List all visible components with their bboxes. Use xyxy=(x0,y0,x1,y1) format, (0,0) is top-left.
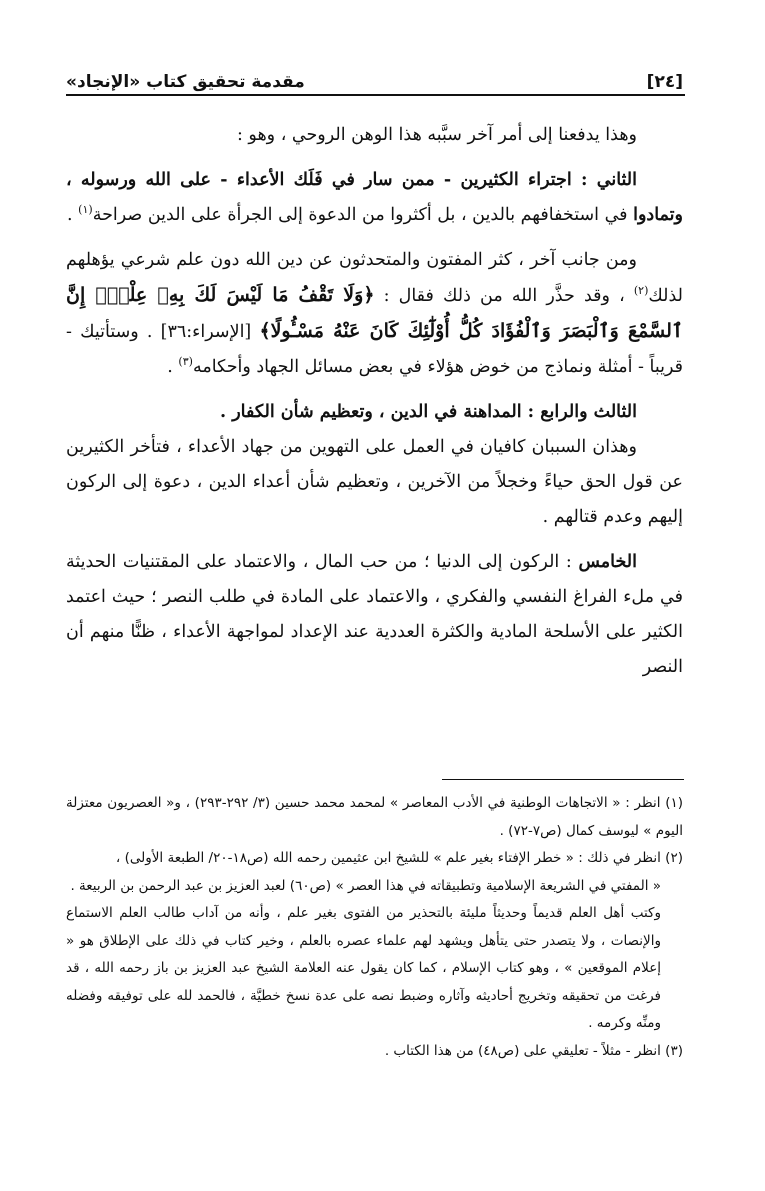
footnote-3: (٣) انظر - مثلاً - تعليقي على (ص٤٨) من هذا الكتاب . xyxy=(384,1042,683,1059)
fifth-cause-text: : الركون إلى الدنيا ؛ من حب المال ، والاعتماد على المقتنيات الحديثة في ملء الفراغ النفسي والفكري ، والاعتماد على المادة في طلب النصر ؛ حيث اعتمد الكثير على الأسلحة المادية والكثرة العددية عند الإعداد لمواجهة الأعداء ، ظنًّا منهم أن النصر xyxy=(66,552,683,677)
footnotes xyxy=(66,790,683,1065)
third-fourth-heading: الثالث والرابع : المداهنة في الدين ، وتعظيم شأن الكفار . xyxy=(220,402,637,422)
footnote-2-note: وكتب أهل العلم قديماً وحديثاً مليئة بالتحذير من الفتوى بغير علم ، وأنه من آداب طالب العلم الاستماع والإنصات ، ولا يتصدر حتى يتأهل ويشهد لهم علماء عصره بالعلم ، وخير كتاب في ذلك على الإطلاق هو « إعلام الموقعين » ، وهو كتاب الإسلام ، كما كان يقول عنه العلامة الشيخ عبد العزيز بن باز رحمه الله ، قد فرغت من تحقيقه وتخريج أحاديثه وآثاره وضبط نصه على عدة نسخ خطيَّة ، فالحمد لله على توفيقه وفضله ومنِّه وكرمه . xyxy=(66,905,661,1031)
second-cause-text: في استخفافهم بالدين ، بل أكثروا من الدعوة إلى الجرأة على الدين صراحة xyxy=(92,205,634,225)
paragraph-intro: وهذا يدفعنا إلى أمر آخر سبَّبه هذا الوهن الروحي ، وهو : xyxy=(236,125,637,145)
footnote-2: (٢) انظر في ذلك : « خطر الإفتاء بغير علم » للشيخ ابن عثيمين رحمه الله (ص١٨-٢٠/ الطبعة الأولى) ، xyxy=(115,850,683,866)
footnote-ref-3[interactable]: (٣) xyxy=(178,355,193,369)
paragraph-fifth-cause xyxy=(66,545,683,685)
footnote-2-reference: « المفتي في الشريعة الإسلامية وتطبيقاته في هذا العصر » (ص٦٠) لعبد العزيز بن عبد الرحمن بن الربيعة . xyxy=(70,877,661,894)
page-number: [٢٤] xyxy=(646,72,683,92)
muftis-warning: ، وقد حذَّر الله من ذلك فقال : xyxy=(374,286,634,306)
running-header xyxy=(66,52,683,92)
footnote-separator xyxy=(442,779,684,780)
muftis-continued: . وستأتيك - قريباً - أمثلة ونماذج من خوض هؤلاء في بعض مسائل الجهاد وأحكامه xyxy=(66,322,683,377)
running-title: مقدمة تحقيق كتاب «الإنجاد» xyxy=(66,72,305,92)
second-cause-end: . xyxy=(67,205,79,225)
second-cause-heading: الثاني : اجتراء الكثيرين - ممن سار في فَلَك الأعداء - على الله ورسوله ، وتمادوا xyxy=(66,170,683,225)
footnote-ref-2[interactable]: (٢) xyxy=(633,284,649,298)
main-text xyxy=(66,118,683,685)
footnote-1: (١) انظر : « الاتجاهات الوطنية في الأدب المعاصر » لمحمد محمد حسين (٣/ ٢٩٢-٢٩٣) ، و« العصريون معتزلة اليوم » ليوسف كمال (ص٧-٧٢) . xyxy=(66,795,684,839)
paragraph-second-cause xyxy=(66,163,683,233)
header-rule xyxy=(66,94,685,96)
paragraph-muftis xyxy=(66,243,683,385)
footnote-ref-1[interactable]: (١) xyxy=(78,203,93,217)
paragraph-third-fourth-text: وهذان السببان كافيان في العمل على التهوين من جهاد الأعداء ، فتأخر الكثيرين عن قول الحق حياءً وخجلاً من الآخرين ، وتعظيم شأن أعداء الدين ، دعوة إلى الركون إليهم وعدم قتالهم . xyxy=(66,437,683,527)
quran-verse: ﴿وَلَا تَقْفُ مَا لَيْسَ لَكَ بِهِۦ عِلْمٌۚ إِنَّ ٱلسَّمْعَ وَٱلْبَصَرَ وَٱلْفُؤَادَ كُلُّ أُوْلَٰٓئِكَ كَانَ عَنْهُ مَسْـُٔولًا﴾ xyxy=(66,284,683,342)
fifth-cause-heading: الخامس xyxy=(578,552,637,572)
paragraph-third-fourth-heading xyxy=(66,395,683,430)
muftis-end: . xyxy=(167,357,179,377)
muftis-text: ومن جانب آخر ، كثر المفتون والمتحدثون عن دين الله دون علم شرعي يؤهلهم لذلك xyxy=(66,250,683,306)
verse-citation: [الإسراء:٣٦] xyxy=(160,322,260,342)
